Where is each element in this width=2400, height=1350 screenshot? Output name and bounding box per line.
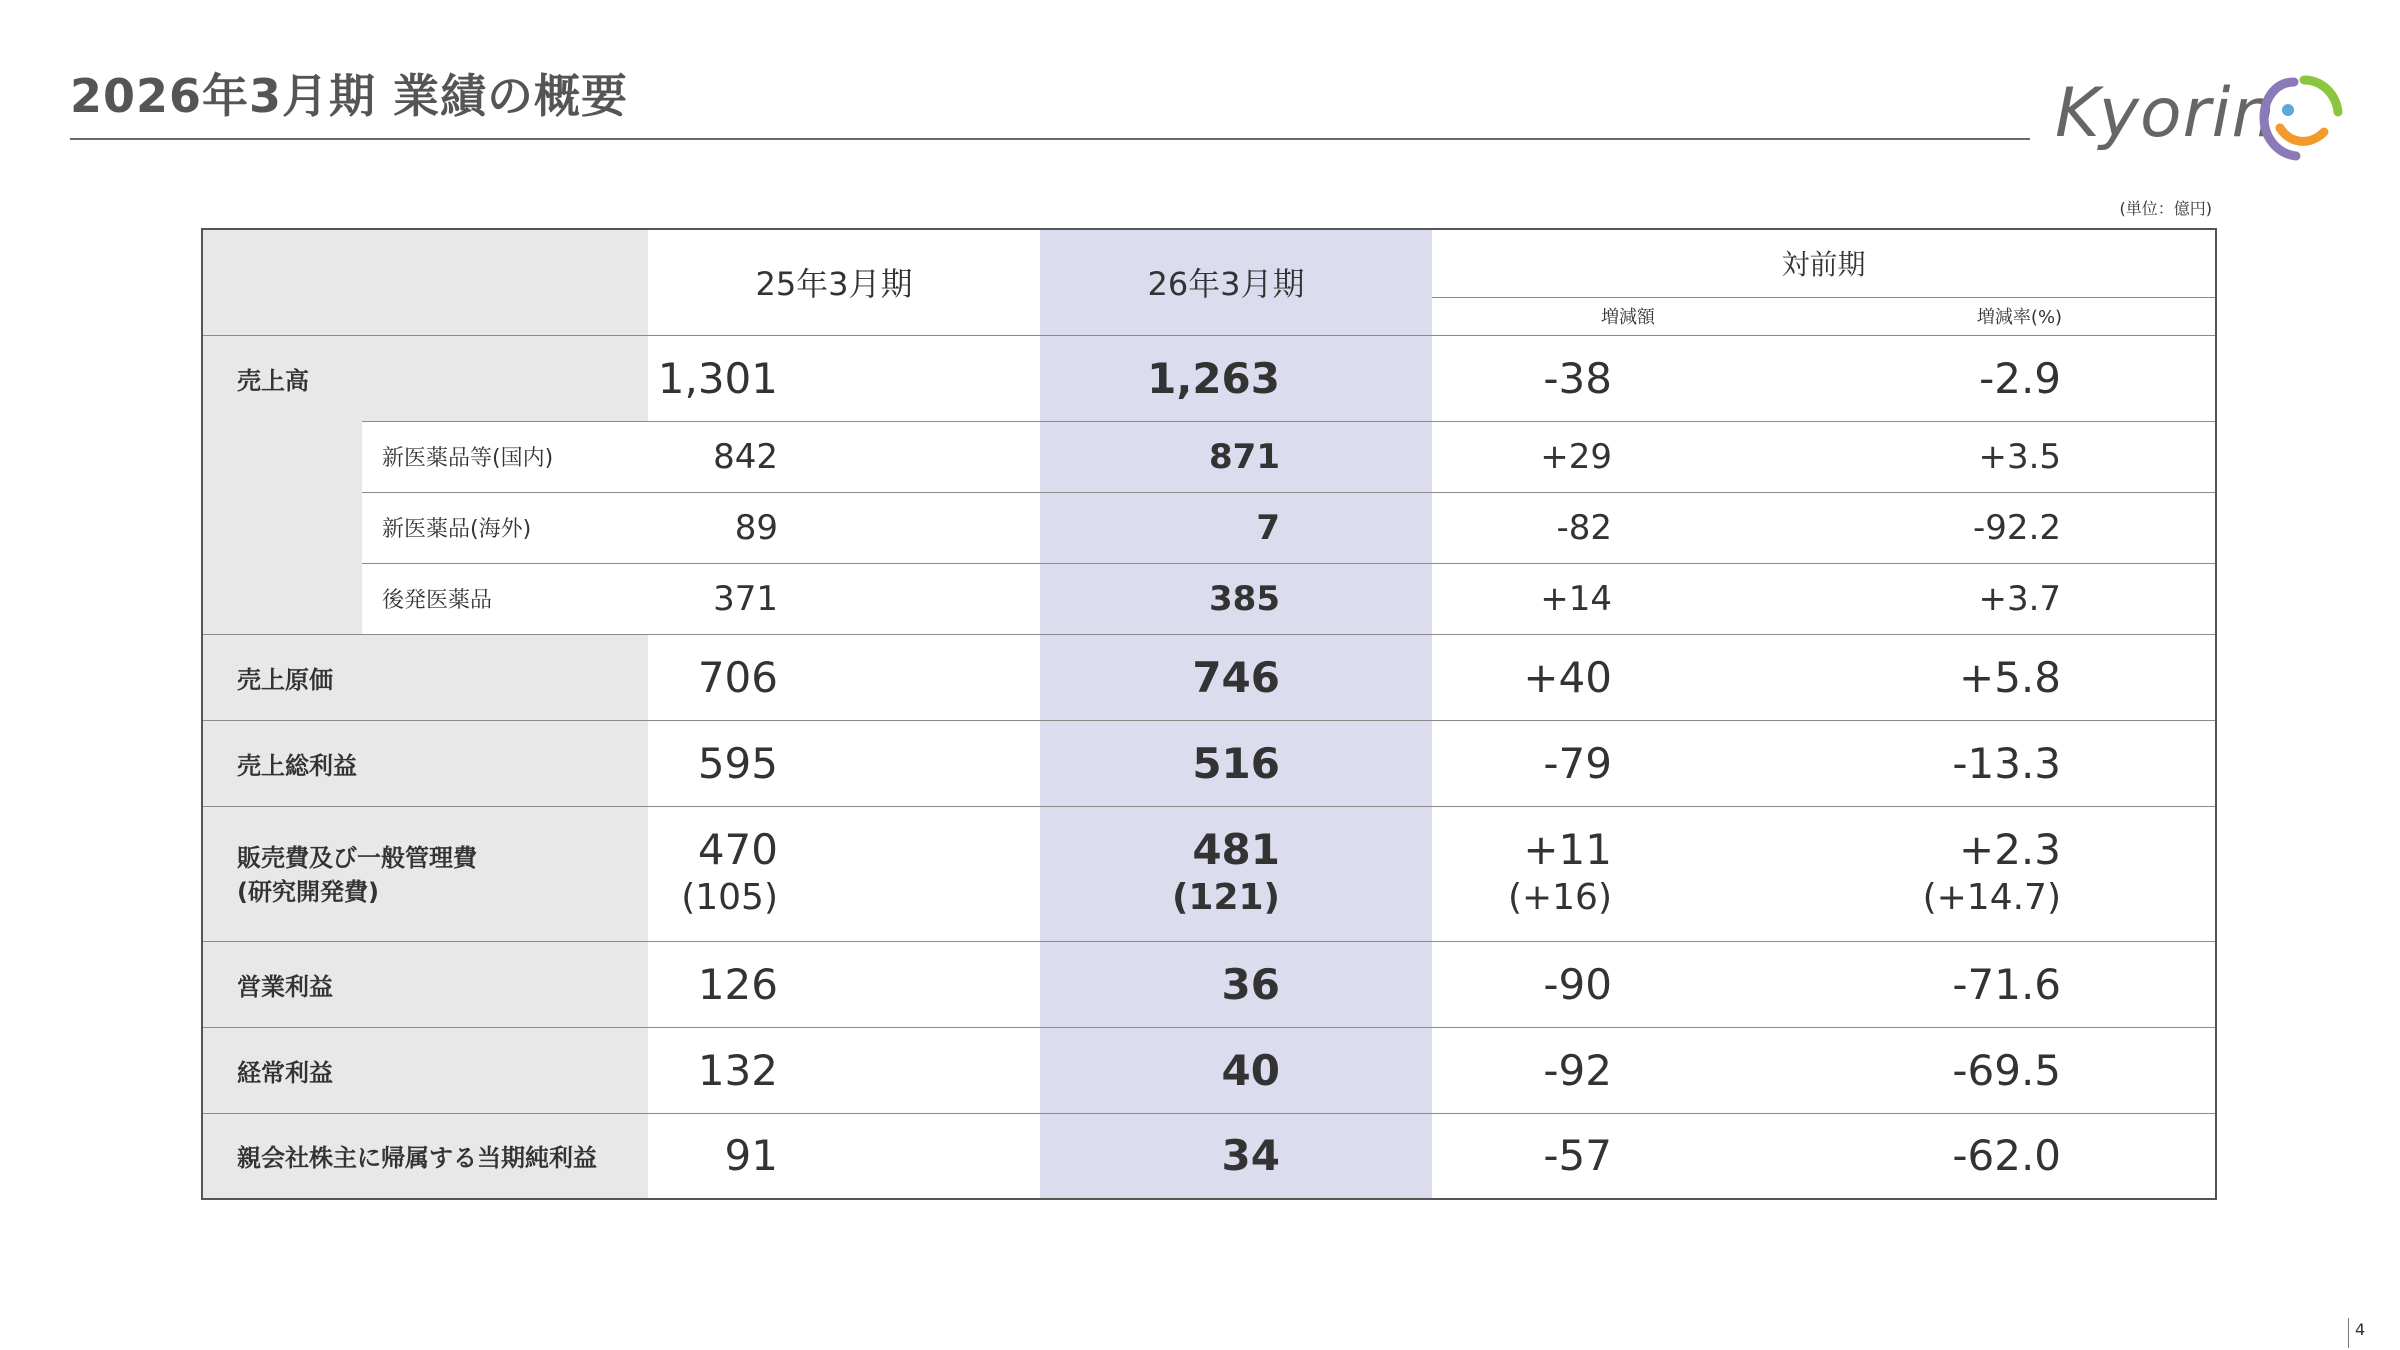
rate-value: -71.6: [1824, 941, 2216, 1027]
header-fy25: 25年3月期: [755, 265, 913, 304]
table-row-sales: [202, 335, 2216, 421]
table-row-sga: [202, 806, 2216, 941]
fy25-sub: (105): [681, 876, 778, 918]
kyorin-logo: [2055, 60, 2355, 180]
fy26-value: 1,263: [1040, 335, 1432, 421]
fy26-sub: (121): [1171, 876, 1280, 918]
table-row-operating-income: [202, 941, 2216, 1027]
row-label: 営業利益: [202, 941, 648, 1027]
fy26-value: 34: [1040, 1113, 1432, 1199]
fy26-value: 871: [1040, 421, 1432, 492]
fy25-value: [648, 806, 1040, 941]
diff-sub: (+16): [1507, 876, 1612, 918]
row-label: 新医薬品等(国内): [362, 421, 648, 492]
unit-note: (単位：億円): [2119, 199, 2212, 218]
row-label: 経常利益: [202, 1027, 648, 1113]
diff-value: -92: [1432, 1027, 1824, 1113]
table-row-overseas: [202, 492, 2216, 563]
header-fy26: 26年3月期: [1040, 229, 1432, 335]
table-row-gross-profit: [202, 720, 2216, 806]
header-rate: 増減率(%): [1824, 297, 2216, 335]
diff-value: -38: [1432, 335, 1824, 421]
rate-value: +3.5: [1824, 421, 2216, 492]
fy26-value: 746: [1040, 634, 1432, 720]
fy25-value: 371: [648, 563, 1040, 634]
rate-main: +2.3: [1959, 824, 2062, 874]
rate-value: [1824, 806, 2216, 941]
row-label: 親会社株主に帰属する当期純利益: [202, 1113, 648, 1199]
fy26-value: 7: [1040, 492, 1432, 563]
table-row-cogs: [202, 634, 2216, 720]
row-label: 売上高: [202, 335, 648, 421]
page-title: 2026年3月期 業績の概要: [70, 69, 629, 123]
table-row-ordinary-income: [202, 1027, 2216, 1113]
fy25-value: 595: [648, 720, 1040, 806]
rate-value: -2.9: [1824, 335, 2216, 421]
fy25-main: 470: [697, 824, 778, 874]
fy26-value: [1040, 806, 1432, 941]
fy26-value: 36: [1040, 941, 1432, 1027]
rate-sub: (+14.7): [1922, 876, 2062, 918]
fy25-value: 126: [648, 941, 1040, 1027]
header-prev-period: 対前期: [1781, 248, 1866, 282]
fy25-value: 1,301: [648, 335, 1040, 421]
fy25-value: 842: [648, 421, 1040, 492]
diff-value: +40: [1432, 634, 1824, 720]
title-underline: [70, 138, 2030, 140]
page-number-divider: [2348, 1318, 2349, 1348]
sales-group-bg: [202, 421, 362, 634]
header-corner: [202, 229, 648, 335]
table-row-generics: [202, 563, 2216, 634]
diff-value: +29: [1432, 421, 1824, 492]
rate-value: -13.3: [1824, 720, 2216, 806]
row-label-main: 販売費及び一般管理費: [237, 843, 477, 872]
row-label: [202, 806, 648, 941]
row-label: 売上原価: [202, 634, 648, 720]
fy25-value: 706: [648, 634, 1040, 720]
fy26-value: 40: [1040, 1027, 1432, 1113]
logo-text: Kyorin: [2055, 74, 2276, 153]
row-label: 売上総利益: [202, 720, 648, 806]
rate-value: -69.5: [1824, 1027, 2216, 1113]
rate-value: -62.0: [1824, 1113, 2216, 1199]
rate-value: +3.7: [1824, 563, 2216, 634]
fy25-value: 91: [648, 1113, 1040, 1199]
header-row: [202, 229, 2216, 297]
rate-value: +5.8: [1824, 634, 2216, 720]
fy26-value: 385: [1040, 563, 1432, 634]
diff-value: -90: [1432, 941, 1824, 1027]
table-row-net-income: [202, 1113, 2216, 1199]
table-row-domestic: [202, 421, 2216, 492]
fy25-value: 89: [648, 492, 1040, 563]
row-label-sub: (研究開発費): [237, 877, 379, 906]
diff-main: +11: [1523, 824, 1612, 874]
diff-value: -82: [1432, 492, 1824, 563]
diff-value: [1432, 806, 1824, 941]
rate-value: -92.2: [1824, 492, 2216, 563]
fy26-value: 516: [1040, 720, 1432, 806]
header-diff: 増減額: [1432, 297, 1824, 335]
row-label: 後発医薬品: [362, 563, 648, 634]
fy25-value: 132: [648, 1027, 1040, 1113]
fy26-main: 481: [1192, 824, 1280, 874]
logo-smile-icon: [2250, 68, 2350, 168]
row-label: 新医薬品(海外): [362, 492, 648, 563]
page-number: 4: [2355, 1320, 2366, 1339]
diff-value: +14: [1432, 563, 1824, 634]
diff-value: -57: [1432, 1113, 1824, 1199]
diff-value: -79: [1432, 720, 1824, 806]
results-table: [201, 228, 2217, 1200]
